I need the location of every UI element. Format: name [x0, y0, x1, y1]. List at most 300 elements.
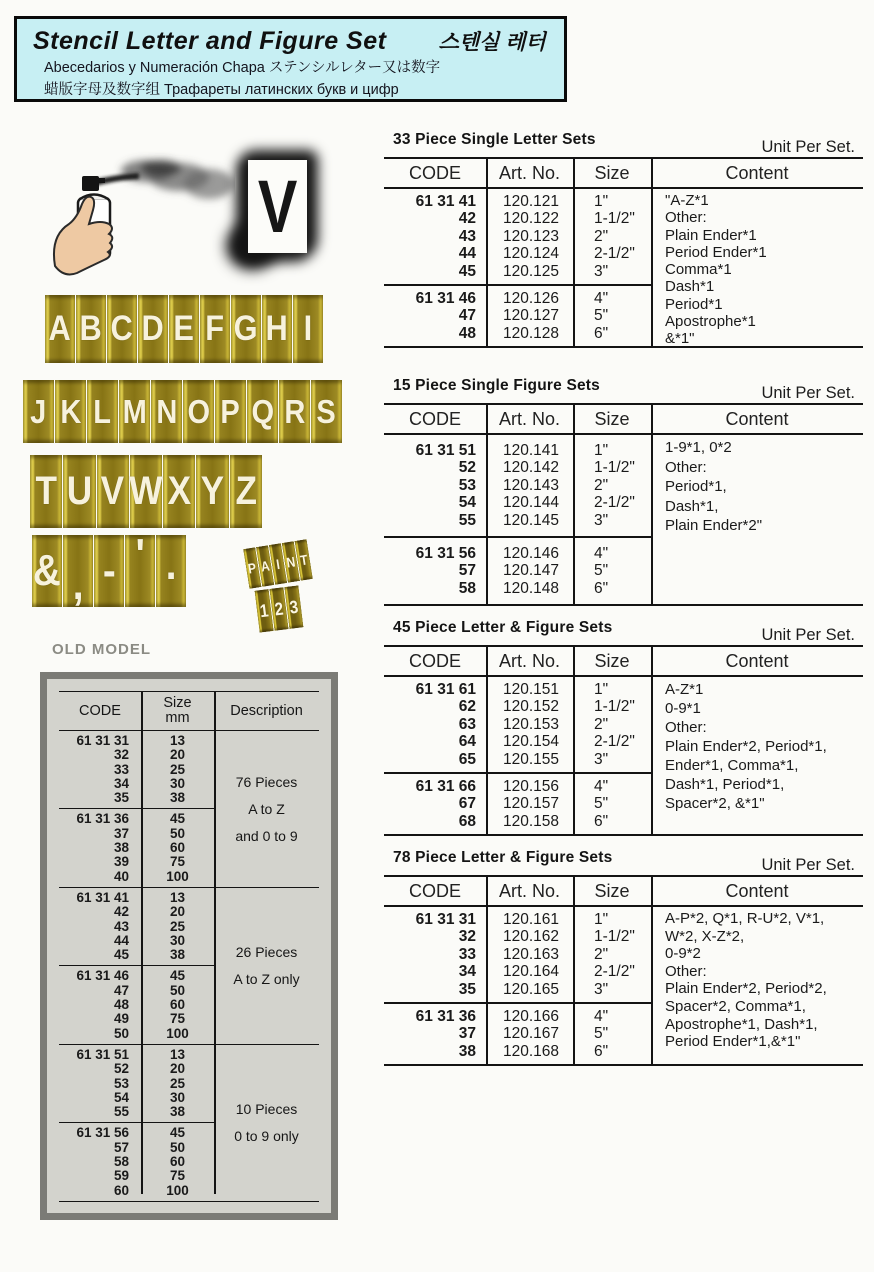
- page-title-korean: 스텐실 레터: [438, 31, 546, 54]
- size-cell: 6": [594, 812, 609, 830]
- code-cell: 53: [113, 1075, 129, 1091]
- size-cell: 2": [594, 715, 609, 733]
- code-cell: 61 31 36: [76, 811, 129, 827]
- code-cell: 61 31 36: [415, 1008, 476, 1026]
- column-header-code: CODE: [79, 703, 121, 719]
- product-table: [384, 849, 863, 1066]
- size-cell: 50: [169, 982, 186, 998]
- stencil-letter: D: [141, 309, 165, 348]
- code-cell: 61 31 46: [76, 968, 129, 984]
- code-cell: 61 31 41: [76, 889, 129, 905]
- content-line: Period*1: [665, 295, 723, 313]
- stencil-letter: L: [93, 392, 112, 430]
- art-no-cell: 120.148: [503, 579, 560, 597]
- size-cell: 2-1/2": [594, 245, 635, 263]
- stencil-letter: Q: [251, 392, 274, 430]
- art-no-cell: 120.167: [503, 1025, 560, 1043]
- content-line: W*2, X-Z*2,: [665, 927, 745, 945]
- table-header-row: [384, 405, 863, 435]
- stencil-letter: 3: [288, 596, 300, 618]
- content-line: Plain Ender*2, Period*2,: [665, 980, 827, 998]
- stencil-letter: O: [187, 392, 210, 430]
- code-cell: 61 31 46: [415, 290, 476, 308]
- table-header-row: [384, 647, 863, 677]
- code-cell: 61 31 51: [76, 1046, 129, 1062]
- code-cell: 68: [458, 812, 476, 830]
- code-cell: 52: [458, 459, 476, 477]
- content-line: Ender*1, Comma*1,: [665, 757, 799, 774]
- table-title: 15 Piece Single Figure Sets: [393, 377, 600, 394]
- content-line: &*1": [665, 330, 695, 348]
- content-line: 0-9*2: [665, 945, 701, 963]
- content-line: Other:: [665, 458, 707, 476]
- size-cell: 38: [169, 947, 186, 963]
- code-cell: 47: [458, 307, 476, 325]
- content-line: Plain Ender*1: [665, 226, 757, 244]
- product-table: [384, 131, 863, 348]
- art-no-cell: 120.161: [503, 911, 560, 928]
- table-header-row: [384, 159, 863, 189]
- code-cell: 55: [458, 511, 476, 529]
- table-body: [384, 189, 863, 346]
- code-cell: 61 31 56: [76, 1125, 129, 1141]
- art-no-cell: 120.168: [503, 1042, 560, 1060]
- stencil-letter: T: [298, 551, 309, 569]
- table-header-row: [384, 877, 863, 907]
- stencil-symbol: &: [33, 546, 61, 595]
- stencil-letter: A: [259, 557, 271, 575]
- description-line: 76 Pieces: [235, 773, 298, 790]
- size-cell: 3": [594, 750, 609, 768]
- table-title: 78 Piece Letter & Figure Sets: [393, 849, 613, 866]
- product-table: [384, 619, 863, 836]
- column-divider: [486, 159, 488, 346]
- size-cell: 2": [594, 945, 609, 963]
- size-cell: 50: [169, 1139, 186, 1155]
- art-no-cell: 120.143: [503, 476, 560, 494]
- size-cell: 5": [594, 562, 609, 580]
- description-line: 10 Pieces: [235, 1101, 298, 1118]
- column-divider: [486, 405, 488, 604]
- stencil-letter: F: [205, 309, 225, 348]
- table-box: [384, 403, 863, 606]
- size-cell: 4": [594, 1008, 609, 1026]
- table-row-group: [384, 284, 651, 346]
- size-cell: 75: [169, 1011, 186, 1027]
- table-body: [384, 907, 863, 1064]
- stencil-letter: Y: [200, 469, 225, 513]
- content-line: Plain Ender*2": [665, 517, 763, 534]
- stencil-letter: N: [285, 553, 297, 571]
- column-divider: [651, 405, 653, 604]
- size-cell: 6": [594, 324, 609, 342]
- code-cell: 50: [113, 1025, 129, 1041]
- art-no-cell: 120.126: [503, 290, 560, 308]
- product-table: [384, 377, 863, 606]
- table-rows: [384, 907, 651, 1064]
- size-cell: 20: [169, 1061, 186, 1077]
- code-cell: 64: [458, 733, 476, 751]
- size-cell: 5": [594, 795, 609, 813]
- stencil-letter: I: [275, 555, 281, 573]
- column-header: CODE: [408, 162, 461, 183]
- art-no-cell: 120.121: [503, 193, 560, 210]
- description-line: 26 Pieces: [235, 944, 298, 961]
- stencil-letter: P: [247, 559, 258, 577]
- unit-per-set-label: Unit Per Set.: [761, 626, 855, 644]
- content-line: Other:: [665, 719, 707, 736]
- size-cell: 2-1/2": [594, 733, 635, 751]
- code-cell: 57: [458, 562, 476, 580]
- column-divider: [486, 877, 488, 1064]
- code-cell: 57: [113, 1139, 129, 1155]
- content-cell: [653, 435, 863, 604]
- size-cell: 75: [169, 1168, 186, 1184]
- art-no-cell: 120.144: [503, 494, 560, 512]
- stencil-letter: 2: [273, 598, 285, 619]
- size-cell: 1": [594, 911, 609, 928]
- stencil-letter: P: [220, 392, 241, 430]
- code-cell: 54: [113, 1089, 129, 1105]
- code-cell: 52: [113, 1061, 129, 1077]
- content-line: Plain Ender*2, Period*1,: [665, 738, 827, 755]
- code-cell: 33: [113, 761, 129, 777]
- art-no-cell: 120.158: [503, 812, 560, 830]
- code-cell: 59: [113, 1168, 129, 1184]
- code-cell: 53: [458, 476, 476, 494]
- code-cell: 62: [458, 698, 476, 716]
- code-cell: 38: [113, 840, 129, 856]
- content-line: Dash*1,: [665, 497, 719, 515]
- size-cell: 45: [169, 968, 186, 984]
- size-cell: 1": [594, 193, 609, 210]
- content-line: Comma*1: [665, 261, 732, 279]
- table-rows: [384, 189, 651, 346]
- stencil-letter: C: [110, 309, 134, 348]
- code-cell: 67: [458, 795, 476, 813]
- table-row-group: [384, 907, 651, 1002]
- column-divider: [651, 159, 653, 346]
- content-cell: [653, 677, 863, 834]
- size-cell: 25: [169, 918, 186, 934]
- stencil-symbol: -: [102, 546, 116, 595]
- art-no-cell: 120.128: [503, 324, 560, 342]
- code-cell: 44: [113, 932, 129, 948]
- column-header: Size: [594, 650, 630, 671]
- size-cell: 1-1/2": [594, 698, 635, 716]
- art-no-cell: 120.164: [503, 963, 560, 981]
- size-cell: 30: [169, 1089, 186, 1105]
- code-cell: 34: [458, 963, 476, 981]
- art-no-cell: 120.127: [503, 307, 560, 325]
- size-cell: 6": [594, 1042, 609, 1060]
- stencil-letter: E: [173, 309, 195, 348]
- art-no-cell: 120.155: [503, 750, 560, 768]
- code-cell: 43: [113, 918, 129, 934]
- code-cell: 48: [458, 324, 476, 342]
- column-divider: [573, 405, 575, 604]
- art-no-cell: 120.152: [503, 698, 560, 716]
- stencil-symbol: .: [165, 540, 177, 589]
- size-cell: 60: [169, 997, 186, 1013]
- subtitle-spanish-japanese: Abecedarios y Numeración Chapa ステンシルレター又は数字: [44, 60, 441, 76]
- code-cell: 61 31 56: [415, 545, 476, 563]
- column-header: CODE: [408, 880, 461, 901]
- content-line: Apostrophe*1, Dash*1,: [665, 1015, 818, 1033]
- size-unit-label: mm: [165, 710, 190, 726]
- art-no-cell: 120.153: [503, 715, 560, 733]
- column-divider: [651, 647, 653, 834]
- size-cell: 5": [594, 1025, 609, 1043]
- description-line: and 0 to 9: [235, 827, 298, 844]
- art-no-cell: 120.154: [503, 733, 560, 751]
- code-cell: 48: [113, 997, 129, 1013]
- art-no-cell: 120.162: [503, 928, 560, 946]
- column-divider: [573, 159, 575, 346]
- column-header: CODE: [408, 408, 461, 429]
- art-no-cell: 120.125: [503, 262, 560, 280]
- art-no-cell: 120.147: [503, 562, 560, 580]
- size-cell: 1": [594, 681, 609, 698]
- old-model-label: OLD MODEL: [52, 641, 151, 658]
- size-label: Size: [163, 695, 192, 711]
- table-body: [384, 677, 863, 834]
- art-no-cell: 120.124: [503, 245, 560, 263]
- content-line: Period Ender*1,&*1": [665, 1033, 801, 1051]
- stencil-letter: 1: [258, 599, 270, 621]
- column-header: Content: [725, 880, 789, 901]
- column-header-description: Description: [230, 703, 303, 719]
- subtitle-chinese-russian: 蜡版字母及数字组 Трафареты латинских букв и цифр: [44, 82, 399, 98]
- size-cell: 3": [594, 262, 609, 280]
- stencil-letter: S: [316, 392, 337, 430]
- content-cell: [653, 907, 863, 1064]
- size-cell: 3": [594, 980, 609, 998]
- page-title: Stencil Letter and Figure Set: [33, 27, 387, 55]
- table-row-group: [384, 677, 651, 772]
- column-header: Content: [725, 162, 789, 183]
- content-line: A-Z*1: [665, 681, 704, 698]
- content-line: Period*1,: [665, 478, 727, 495]
- column-header: Art. No.: [498, 408, 560, 429]
- code-cell: 45: [458, 262, 476, 280]
- table-row-group: [384, 536, 651, 604]
- art-no-cell: 120.142: [503, 459, 560, 477]
- code-cell: 37: [113, 825, 129, 841]
- size-cell: 25: [169, 761, 186, 777]
- content-line: 0-9*1: [665, 700, 701, 717]
- code-cell: 58: [458, 579, 476, 597]
- column-header: Content: [725, 408, 789, 429]
- content-line: Apostrophe*1: [665, 313, 756, 331]
- code-cell: 35: [458, 980, 476, 998]
- code-cell: 63: [458, 715, 476, 733]
- code-cell: 42: [458, 210, 476, 228]
- size-cell: 13: [169, 733, 186, 748]
- column-header: Content: [725, 650, 789, 671]
- column-header: Art. No.: [498, 880, 560, 901]
- art-no-cell: 120.157: [503, 795, 560, 813]
- stencil-letter: U: [66, 469, 93, 513]
- size-cell: 6": [594, 579, 609, 597]
- description-line: A to Z only: [233, 971, 300, 988]
- size-cell: 5": [594, 307, 609, 325]
- column-header: Size: [594, 408, 630, 429]
- unit-per-set-label: Unit Per Set.: [761, 384, 855, 402]
- size-cell: 13: [169, 889, 186, 905]
- code-cell: 61 31 31: [415, 911, 476, 928]
- code-cell: 32: [458, 928, 476, 946]
- size-cell: 2-1/2": [594, 494, 635, 512]
- stencil-letter: X: [167, 469, 192, 513]
- art-no-cell: 120.156: [503, 778, 560, 796]
- column-divider: [573, 647, 575, 834]
- stencil-letter: H: [265, 309, 289, 348]
- content-cell: [653, 189, 863, 346]
- size-cell: 4": [594, 290, 609, 308]
- art-no-cell: 120.163: [503, 945, 560, 963]
- art-no-cell: 120.123: [503, 227, 560, 245]
- size-cell: 2-1/2": [594, 963, 635, 981]
- code-cell: 49: [113, 1011, 129, 1027]
- art-no-cell: 120.122: [503, 210, 560, 228]
- table-row-group: [384, 772, 651, 834]
- column-divider: [573, 877, 575, 1064]
- size-cell: 25: [169, 1075, 186, 1091]
- unit-per-set-label: Unit Per Set.: [761, 138, 855, 156]
- stencil-letter: W: [129, 469, 163, 513]
- code-cell: 61 31 61: [415, 681, 476, 698]
- code-cell: 32: [113, 747, 129, 763]
- code-cell: 54: [458, 494, 476, 512]
- stencil-symbol: ,: [72, 560, 84, 609]
- code-cell: 61 31 41: [415, 193, 476, 210]
- table-box: [384, 645, 863, 836]
- code-cell: 33: [458, 945, 476, 963]
- size-cell: 45: [169, 1125, 186, 1141]
- size-cell: 30: [169, 775, 186, 791]
- size-cell: 2": [594, 227, 609, 245]
- size-cell: 38: [169, 1104, 186, 1120]
- code-cell: 60: [113, 1182, 129, 1198]
- column-header: Size: [594, 880, 630, 901]
- size-cell: 30: [169, 932, 186, 948]
- size-cell: 1-1/2": [594, 459, 635, 477]
- size-cell: 13: [169, 1046, 186, 1062]
- size-cell: 4": [594, 545, 609, 563]
- code-cell: 34: [113, 775, 129, 791]
- stencil-letter: N: [156, 392, 177, 430]
- code-cell: 40: [113, 868, 129, 884]
- content-line: Other:: [665, 962, 707, 980]
- content-line: Spacer*2, &*1": [665, 795, 765, 812]
- stencil-letter: I: [303, 309, 313, 348]
- size-cell: 20: [169, 747, 186, 763]
- stencil-letter: A: [48, 309, 72, 348]
- size-cell: 60: [169, 840, 186, 856]
- content-line: Dash*1, Period*1,: [665, 776, 785, 793]
- size-cell: 100: [166, 868, 189, 884]
- table-box: [384, 157, 863, 348]
- code-cell: 61 31 31: [76, 733, 129, 748]
- stencil-letter: B: [79, 309, 103, 348]
- code-cell: 45: [113, 947, 129, 963]
- code-cell: 37: [458, 1025, 476, 1043]
- content-line: Period Ender*1: [665, 243, 767, 261]
- size-cell: 38: [169, 790, 186, 806]
- size-cell: 3": [594, 511, 609, 529]
- stencil-symbol: ': [135, 530, 145, 579]
- table-title: 33 Piece Single Letter Sets: [393, 131, 596, 148]
- content-line: "A-Z*1: [665, 192, 709, 209]
- column-header: Art. No.: [498, 650, 560, 671]
- size-cell: 100: [166, 1182, 189, 1198]
- column-header: Art. No.: [498, 162, 560, 183]
- art-no-cell: 120.165: [503, 980, 560, 998]
- code-cell: 65: [458, 750, 476, 768]
- code-cell: 47: [113, 982, 129, 998]
- size-cell: 100: [166, 1025, 189, 1041]
- column-header: Size: [594, 162, 630, 183]
- content-line: Other:: [665, 209, 707, 227]
- content-line: Spacer*2, Comma*1,: [665, 997, 806, 1015]
- art-no-cell: 120.146: [503, 545, 560, 563]
- table-row-group: [384, 1002, 651, 1064]
- unit-per-set-label: Unit Per Set.: [761, 856, 855, 874]
- stencil-letter: V: [257, 164, 298, 248]
- column-divider: [651, 877, 653, 1064]
- code-cell: 38: [458, 1042, 476, 1060]
- code-cell: 58: [113, 1154, 129, 1170]
- art-no-cell: 120.145: [503, 511, 560, 529]
- stencil-letter: M: [122, 392, 147, 430]
- table-body: [384, 435, 863, 604]
- description-line: A to Z: [248, 800, 285, 817]
- size-cell: 2": [594, 476, 609, 494]
- column-header: CODE: [408, 650, 461, 671]
- size-cell: 1-1/2": [594, 210, 635, 228]
- code-cell: 55: [113, 1104, 129, 1120]
- table-rows: [384, 677, 651, 834]
- code-cell: 35: [113, 790, 129, 806]
- column-divider: [486, 647, 488, 834]
- table-row-group: [384, 189, 651, 284]
- stencil-letter: K: [60, 392, 81, 430]
- size-cell: 1-1/2": [594, 928, 635, 946]
- content-line: 1-9*1, 0*2: [665, 439, 732, 456]
- art-no-cell: 120.151: [503, 681, 560, 698]
- table-rows: [384, 435, 651, 604]
- table-box: [384, 875, 863, 1066]
- code-cell: 44: [458, 245, 476, 263]
- table-row-group: [384, 435, 651, 536]
- stencil-letter: R: [284, 392, 305, 430]
- size-cell: 1": [594, 442, 609, 459]
- art-no-cell: 120.166: [503, 1008, 560, 1026]
- code-cell: 42: [113, 904, 129, 920]
- stencil-letter: Z: [235, 469, 257, 513]
- size-cell: 50: [169, 825, 186, 841]
- art-no-cell: 120.141: [503, 442, 560, 459]
- size-cell: 60: [169, 1154, 186, 1170]
- stencil-letter: J: [30, 392, 47, 430]
- code-cell: 61 31 66: [415, 778, 476, 796]
- code-cell: 39: [113, 854, 129, 870]
- code-cell: 43: [458, 227, 476, 245]
- stencil-letter: V: [100, 469, 125, 513]
- size-cell: 75: [169, 854, 186, 870]
- content-line: Dash*1: [665, 278, 715, 296]
